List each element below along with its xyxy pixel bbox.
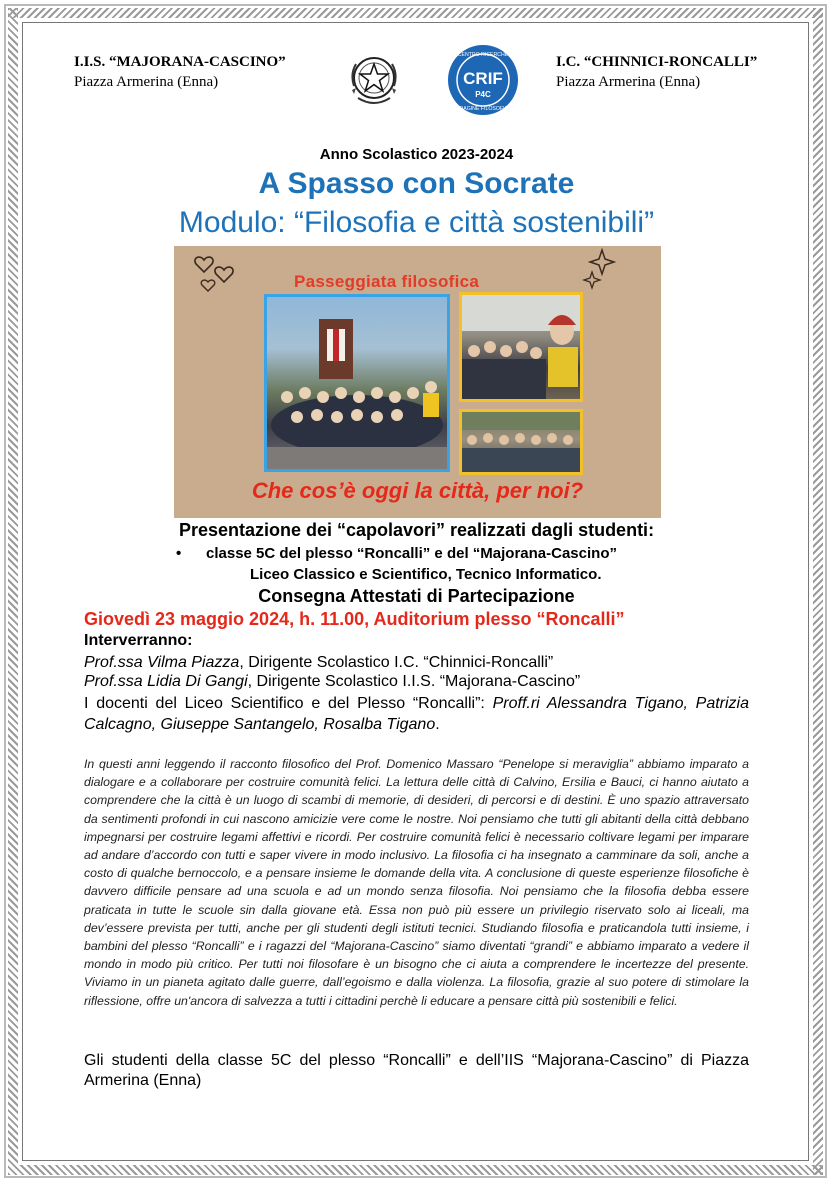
institution-name-right: I.C. “CHINNICI-RONCALLI”: [556, 54, 758, 70]
institution-name-left: I.I.S. “MAJORANA-CASCINO”: [74, 54, 286, 70]
bullet-text-line2: Liceo Classico e Scientifico, Tecnico Informatico.: [250, 566, 602, 583]
teachers-line: [84, 693, 749, 735]
teachers-end: .: [435, 716, 440, 733]
banner-caption: Che cos’è oggi la città, per noi?: [251, 478, 584, 503]
crif-logo-sub: P4C: [475, 90, 491, 99]
photo-students-street: [459, 292, 583, 402]
header-right-institution: [556, 52, 757, 92]
speaker-role: , Dirigente Scolastico I.C. “Chinnici-Roncalli”: [239, 654, 554, 671]
teachers-intro: I docenti del Liceo Scientifico e del Plesso “Roncalli”:: [84, 695, 493, 712]
heart-icon: [195, 257, 213, 272]
bullet-icon: •: [176, 545, 182, 562]
teachers-names: Proff.ri Alessandra Tigano, Patrizia Calcagno, Giuseppe Santangelo, Rosalba Tigano: [84, 695, 750, 733]
institution-city-left: Piazza Armerina (Enna): [74, 74, 219, 90]
body-paragraph: In questi anni leggendo il racconto filosofico del Prof. Domenico Massaro “Penelope si meraviglia” abbiamo imparato a dialogare e a collaborare per costruire comunità felici. La lettura delle città di Calvino, Ersilia e Bauci, ci hanno aiutato a comprendere che la città è un luogo di scambi di memorie, di desideri, di percorsi e di destini. È uno spazio attraversato da sentimenti profondi in cui nascono amicizie vere come le nostre. Noi pensiamo che tutti gli abitanti della città debbano impegnarsi per costruire legami affettivi e ricordi. Per costruire comunità felici è necessario coltivare legami per imparare ad andare d’accordo con tutti e saper vivere in modo inclusivo. La filosofia ci ha insegnato a camminare da soli, anche a costo di qualche bernoccolo, e a pensare insieme le domande della vita. A conclusione di queste esperienze filosofiche è davvero difficile pensare ad una scuola e ad un mondo senza filosofia. Noi pensiamo che la filosofia debba essere praticata in tutte le scuole sin dalla giovane età. Essa non può più essere un privilegio riservato solo ai liceali, ma dev’essere prevista per tutti, anche per gli studenti degli istituti tecnici. Studiando filosofia e praticandola tutti insieme, i bambini del plesso “Roncalli” e i ragazzi del “Majorana-Cascino” siamo diventati “grandi” e abbiamo imparato a vedere il mondo in modo più critico. Per tutti noi filosofare è un bisogno che ci aiuta a comprendere le incertezze del presente. Viviamo in un pianeta agitato dalle guerre, dall’egoismo e dalla violenza. La filosofia, grazie al suo potere di stimolare la riflessione, offre un'ancora di salvezza a tutti i cittadini perchè li educare a pensare città più sostenibili e felici.: [84, 757, 749, 1008]
photo-students-street-art: [462, 295, 580, 399]
event-banner-image: [174, 246, 661, 518]
photo-class-group-art: [267, 297, 447, 469]
heart-icon: [201, 280, 215, 291]
crif-ring-top: CENTRO RICERCHE: [457, 52, 509, 58]
crif-p4c-logo: [447, 44, 519, 116]
event-date: Giovedì 23 maggio 2024, h. 11.00, Auditorium plesso “Roncalli”: [84, 609, 625, 629]
page-subtitle: Modulo: “Filosofia e città sostenibili”: [178, 206, 655, 239]
speakers-label: Interverranno:: [84, 632, 193, 649]
presentation-title: Presentazione dei “capolavori” realizzati dagli studenti:: [178, 520, 655, 540]
institution-city-right: Piazza Armerina (Enna): [556, 74, 701, 90]
sparkle-icon: [590, 250, 614, 274]
speaker-name: Prof.ssa Lidia Di Gangi: [84, 673, 248, 690]
ceremony-heading: Consegna Attestati di Partecipazione: [258, 586, 575, 606]
page-border-pattern-bottom: [8, 1165, 823, 1175]
italian-republic-emblem: [346, 50, 402, 110]
sparkle-icon: [584, 272, 600, 288]
header-left-institution: [74, 52, 286, 92]
page-title: A Spasso con Socrate: [258, 167, 575, 200]
school-year: Anno Scolastico 2023-2024: [319, 146, 514, 163]
photo-class-group: [264, 294, 450, 472]
speaker-name: Prof.ssa Vilma Piazza: [84, 654, 240, 671]
speaker-item: [84, 673, 580, 691]
speaker-role: , Dirigente Scolastico I.I.S. “Majorana-Cascino”: [247, 673, 581, 690]
bullet-text-line1: classe 5C del plesso “Roncalli” e del “Majorana-Cascino”: [206, 545, 617, 562]
speaker-item: [84, 654, 553, 672]
photo-students-seated: [459, 409, 583, 475]
signature-paragraph: Gli studenti della classe 5C del plesso “Roncalli” e dell’IIS “Majorana-Cascino” di Piazza Armerina (Enna): [84, 1052, 749, 1089]
crif-logo-text: CRIF: [463, 69, 503, 88]
banner-heading: Passeggiata filosofica: [294, 272, 480, 291]
heart-icon: [215, 267, 233, 282]
crif-ring-bottom: INDAGINE FILOSOFICA: [454, 106, 512, 112]
page-border-pattern-top: [8, 8, 823, 18]
photo-students-seated-art: [462, 412, 580, 472]
